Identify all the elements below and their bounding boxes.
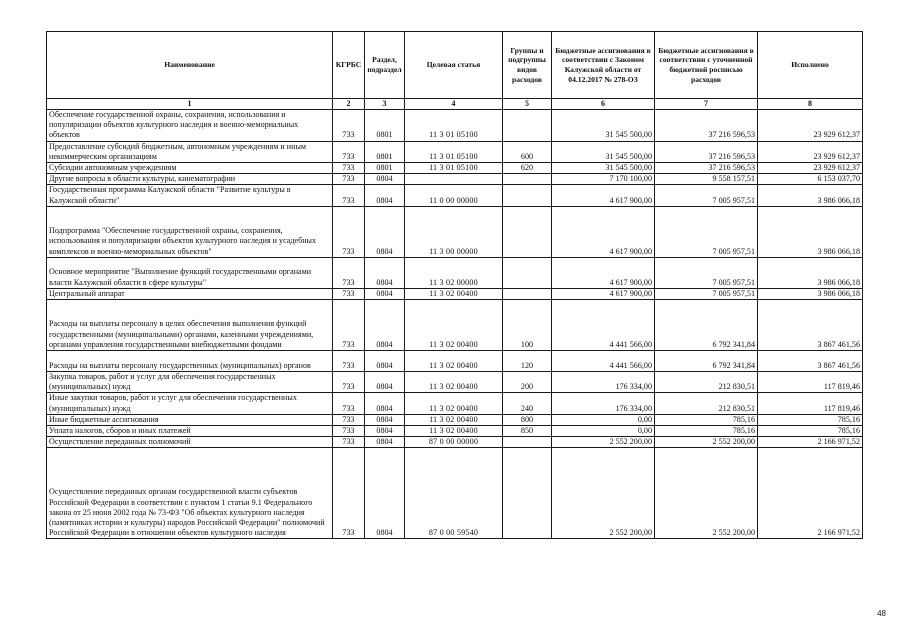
cell-budget-assignment: 37 216 596,53 [655, 163, 758, 174]
cell-expense-group [503, 174, 552, 185]
cell-name: Предоставление субсидий бюджетным, автономным учреждениям и иным некоммерческим организациям [47, 141, 333, 162]
cell-executed: 117 819,46 [758, 372, 863, 393]
cell-budget-assignment: 2 552 200,00 [655, 437, 758, 448]
table-row [47, 141, 863, 162]
cell-budget-assignment: 7 005 957,51 [655, 185, 758, 206]
cell-name: Иные закупки товаров, работ и услуг для обеспечения государственных (муниципальных) нужд [47, 393, 333, 414]
cell-expense-group: 800 [503, 414, 552, 425]
cell-executed: 3 986 066,18 [758, 185, 863, 206]
cell-kgrbs: 733 [333, 414, 365, 425]
cell-budget-assignment: 7 005 957,51 [655, 257, 758, 288]
col-number: 7 [655, 99, 758, 110]
cell-target-article: 11 3 02 00400 [405, 372, 503, 393]
cell-kgrbs: 733 [333, 174, 365, 185]
cell-razdel: 0804 [365, 448, 405, 539]
cell-budget-assignment: 9 558 157,51 [655, 174, 758, 185]
cell-executed: 3 986 066,18 [758, 206, 863, 257]
cell-budget-assignment: 37 216 596,53 [655, 141, 758, 162]
cell-budget-assignment: 785,16 [655, 414, 758, 425]
cell-budget-assignment: 6 792 341,84 [655, 300, 758, 351]
col-number: 4 [405, 99, 503, 110]
table-row [47, 174, 863, 185]
header-razdel: Раздел, подраздел [365, 32, 405, 99]
table-row [47, 414, 863, 425]
cell-razdel: 0801 [365, 141, 405, 162]
table-row [47, 185, 863, 206]
cell-name: Осуществление переданных полномочий [47, 437, 333, 448]
header-name: Наименование [47, 32, 333, 99]
cell-kgrbs: 733 [333, 393, 365, 414]
cell-law-assignment: 2 552 200,00 [552, 448, 655, 539]
cell-law-assignment: 31 545 500,00 [552, 110, 655, 142]
col-number: 5 [503, 99, 552, 110]
table-row [47, 437, 863, 448]
col-number: 1 [47, 99, 333, 110]
col-number: 2 [333, 99, 365, 110]
cell-expense-group [503, 257, 552, 288]
cell-kgrbs: 733 [333, 300, 365, 351]
cell-budget-assignment: 785,16 [655, 426, 758, 437]
cell-target-article: 11 3 01 05100 [405, 141, 503, 162]
cell-executed: 3 986 066,18 [758, 257, 863, 288]
table-row [47, 372, 863, 393]
cell-kgrbs: 733 [333, 372, 365, 393]
table-row [47, 257, 863, 288]
cell-expense-group: 100 [503, 300, 552, 351]
cell-target-article: 11 3 02 00000 [405, 257, 503, 288]
header-row [47, 32, 863, 99]
header-target: Целевая статья [405, 32, 503, 99]
cell-name: Основное мероприятие "Выполнение функций государственными органами власти Калужской области в сфере культуры" [47, 257, 333, 288]
table-body [47, 110, 863, 539]
col-number: 3 [365, 99, 405, 110]
cell-budget-assignment: 6 792 341,84 [655, 351, 758, 372]
cell-kgrbs: 733 [333, 288, 365, 299]
cell-razdel: 0804 [365, 288, 405, 299]
cell-razdel: 0804 [365, 300, 405, 351]
cell-expense-group: 120 [503, 351, 552, 372]
cell-name: Закупка товаров, работ и услуг для обеспечения государственных (муниципальных) нужд [47, 372, 333, 393]
cell-name: Иные бюджетные ассигнования [47, 414, 333, 425]
cell-razdel: 0804 [365, 393, 405, 414]
table-row [47, 206, 863, 257]
header-exec: Исполнено [758, 32, 863, 99]
cell-expense-group: 850 [503, 426, 552, 437]
cell-kgrbs: 733 [333, 206, 365, 257]
cell-law-assignment: 4 617 900,00 [552, 206, 655, 257]
cell-razdel: 0801 [365, 110, 405, 142]
cell-name: Осуществление переданных органам государственной власти субъектов Российской Федерации в соответствии с пунктом 1 статьи 9.1 Федерального закона от 25 июня 2002 года № 73-ФЗ "Об объектах культурного наследия (памятниках истории и культуры) народов Российской Федерации" полномочий Российской Федерации в отношении объектов культурного наследия [47, 448, 333, 539]
cell-executed: 23 929 612,37 [758, 110, 863, 142]
cell-law-assignment: 176 334,00 [552, 372, 655, 393]
cell-target-article: 11 3 02 00400 [405, 393, 503, 414]
cell-name: Подпрограмма "Обеспечение государственной охраны, сохранения, использования и популяризации объектов культурного наследия и усадебных комплексов и военно-мемориальных объектов" [47, 206, 333, 257]
cell-law-assignment: 31 545 500,00 [552, 141, 655, 162]
cell-executed: 785,16 [758, 414, 863, 425]
cell-executed: 23 929 612,37 [758, 163, 863, 174]
page-number: 48 [877, 609, 886, 618]
cell-executed: 785,16 [758, 426, 863, 437]
cell-executed: 3 986 066,18 [758, 288, 863, 299]
cell-law-assignment: 0,00 [552, 426, 655, 437]
cell-target-article: 11 3 02 00400 [405, 426, 503, 437]
col-number: 6 [552, 99, 655, 110]
cell-razdel: 0804 [365, 257, 405, 288]
col-number: 8 [758, 99, 863, 110]
cell-expense-group [503, 206, 552, 257]
cell-target-article: 11 3 00 00000 [405, 206, 503, 257]
cell-executed: 2 166 971,52 [758, 437, 863, 448]
cell-target-article: 11 3 02 00400 [405, 414, 503, 425]
table-row [47, 163, 863, 174]
table-row [47, 300, 863, 351]
cell-name: Уплата налогов, сборов и иных платежей [47, 426, 333, 437]
cell-law-assignment: 4 441 566,00 [552, 351, 655, 372]
cell-law-assignment: 4 617 900,00 [552, 257, 655, 288]
header-group: Группы и подгруппы видов расходов [503, 32, 552, 99]
cell-razdel: 0801 [365, 163, 405, 174]
cell-target-article: 87 0 00 00000 [405, 437, 503, 448]
cell-expense-group [503, 437, 552, 448]
cell-target-article: 87 0 00 59540 [405, 448, 503, 539]
cell-executed: 6 153 037,70 [758, 174, 863, 185]
cell-law-assignment: 4 617 900,00 [552, 288, 655, 299]
cell-law-assignment: 31 545 500,00 [552, 163, 655, 174]
table-row [47, 393, 863, 414]
cell-target-article: 11 3 02 00400 [405, 288, 503, 299]
cell-budget-assignment: 7 005 957,51 [655, 206, 758, 257]
cell-expense-group [503, 185, 552, 206]
cell-kgrbs: 733 [333, 448, 365, 539]
cell-kgrbs: 733 [333, 141, 365, 162]
cell-razdel: 0804 [365, 437, 405, 448]
cell-budget-assignment: 212 830,51 [655, 372, 758, 393]
header-law: Бюджетные ассигнования в соответствии с Законом Калужской области от 04.12.2017 № 278-ОЗ [552, 32, 655, 99]
cell-name: Расходы на выплаты персоналу в целях обеспечения выполнения функций государственными (муниципальными) органами, казенными учреждениями, органами управления государственными внебюджетными фондами [47, 300, 333, 351]
cell-razdel: 0804 [365, 206, 405, 257]
cell-budget-assignment: 7 005 957,51 [655, 288, 758, 299]
cell-name: Обеспечение государственной охраны, сохранения, использования и популяризации объектов культурного наследия и военно-мемориальных объектов [47, 110, 333, 142]
cell-executed: 117 819,46 [758, 393, 863, 414]
cell-target-article: 11 0 00 00000 [405, 185, 503, 206]
cell-target-article: 11 3 01 05100 [405, 110, 503, 142]
header-kgrbs: КГРБС [333, 32, 365, 99]
cell-kgrbs: 733 [333, 110, 365, 142]
cell-expense-group: 600 [503, 141, 552, 162]
cell-executed: 3 867 461,56 [758, 300, 863, 351]
cell-razdel: 0804 [365, 372, 405, 393]
cell-name: Центральный аппарат [47, 288, 333, 299]
cell-name: Субсидии автономным учреждениям [47, 163, 333, 174]
cell-razdel: 0804 [365, 351, 405, 372]
table-row [47, 288, 863, 299]
column-number-row [47, 99, 863, 110]
cell-target-article: 11 3 02 00400 [405, 351, 503, 372]
cell-executed: 3 867 461,56 [758, 351, 863, 372]
cell-kgrbs: 733 [333, 257, 365, 288]
cell-name: Другие вопросы в области культуры, кинематографии [47, 174, 333, 185]
cell-law-assignment: 2 552 200,00 [552, 437, 655, 448]
table-row [47, 351, 863, 372]
cell-law-assignment: 4 617 900,00 [552, 185, 655, 206]
cell-kgrbs: 733 [333, 185, 365, 206]
cell-razdel: 0804 [365, 426, 405, 437]
cell-razdel: 0804 [365, 185, 405, 206]
cell-expense-group: 240 [503, 393, 552, 414]
cell-expense-group [503, 110, 552, 142]
cell-executed: 23 929 612,37 [758, 141, 863, 162]
cell-law-assignment: 176 334,00 [552, 393, 655, 414]
cell-law-assignment: 4 441 566,00 [552, 300, 655, 351]
cell-executed: 2 166 971,52 [758, 448, 863, 539]
cell-name: Расходы на выплаты персоналу государственных (муниципальных) органов [47, 351, 333, 372]
cell-budget-assignment: 2 552 200,00 [655, 448, 758, 539]
table-row [47, 448, 863, 539]
cell-target-article: 11 3 01 05100 [405, 163, 503, 174]
cell-kgrbs: 733 [333, 163, 365, 174]
cell-name: Государственная программа Калужской области "Развитие культуры в Калужской области" [47, 185, 333, 206]
cell-law-assignment: 7 170 100,00 [552, 174, 655, 185]
cell-target-article: 11 3 02 00400 [405, 300, 503, 351]
cell-expense-group [503, 288, 552, 299]
cell-razdel: 0804 [365, 414, 405, 425]
budget-table [46, 31, 863, 539]
cell-kgrbs: 733 [333, 351, 365, 372]
cell-target-article [405, 174, 503, 185]
table-row [47, 426, 863, 437]
cell-kgrbs: 733 [333, 437, 365, 448]
header-budget: Бюджетные ассигнования в соответствии с уточненной бюджетной росписью расходов [655, 32, 758, 99]
cell-law-assignment: 0,00 [552, 414, 655, 425]
cell-expense-group: 620 [503, 163, 552, 174]
cell-budget-assignment: 37 216 596,53 [655, 110, 758, 142]
cell-razdel: 0804 [365, 174, 405, 185]
cell-expense-group [503, 448, 552, 539]
table-row [47, 110, 863, 142]
cell-budget-assignment: 212 830,51 [655, 393, 758, 414]
cell-expense-group: 200 [503, 372, 552, 393]
cell-kgrbs: 733 [333, 426, 365, 437]
